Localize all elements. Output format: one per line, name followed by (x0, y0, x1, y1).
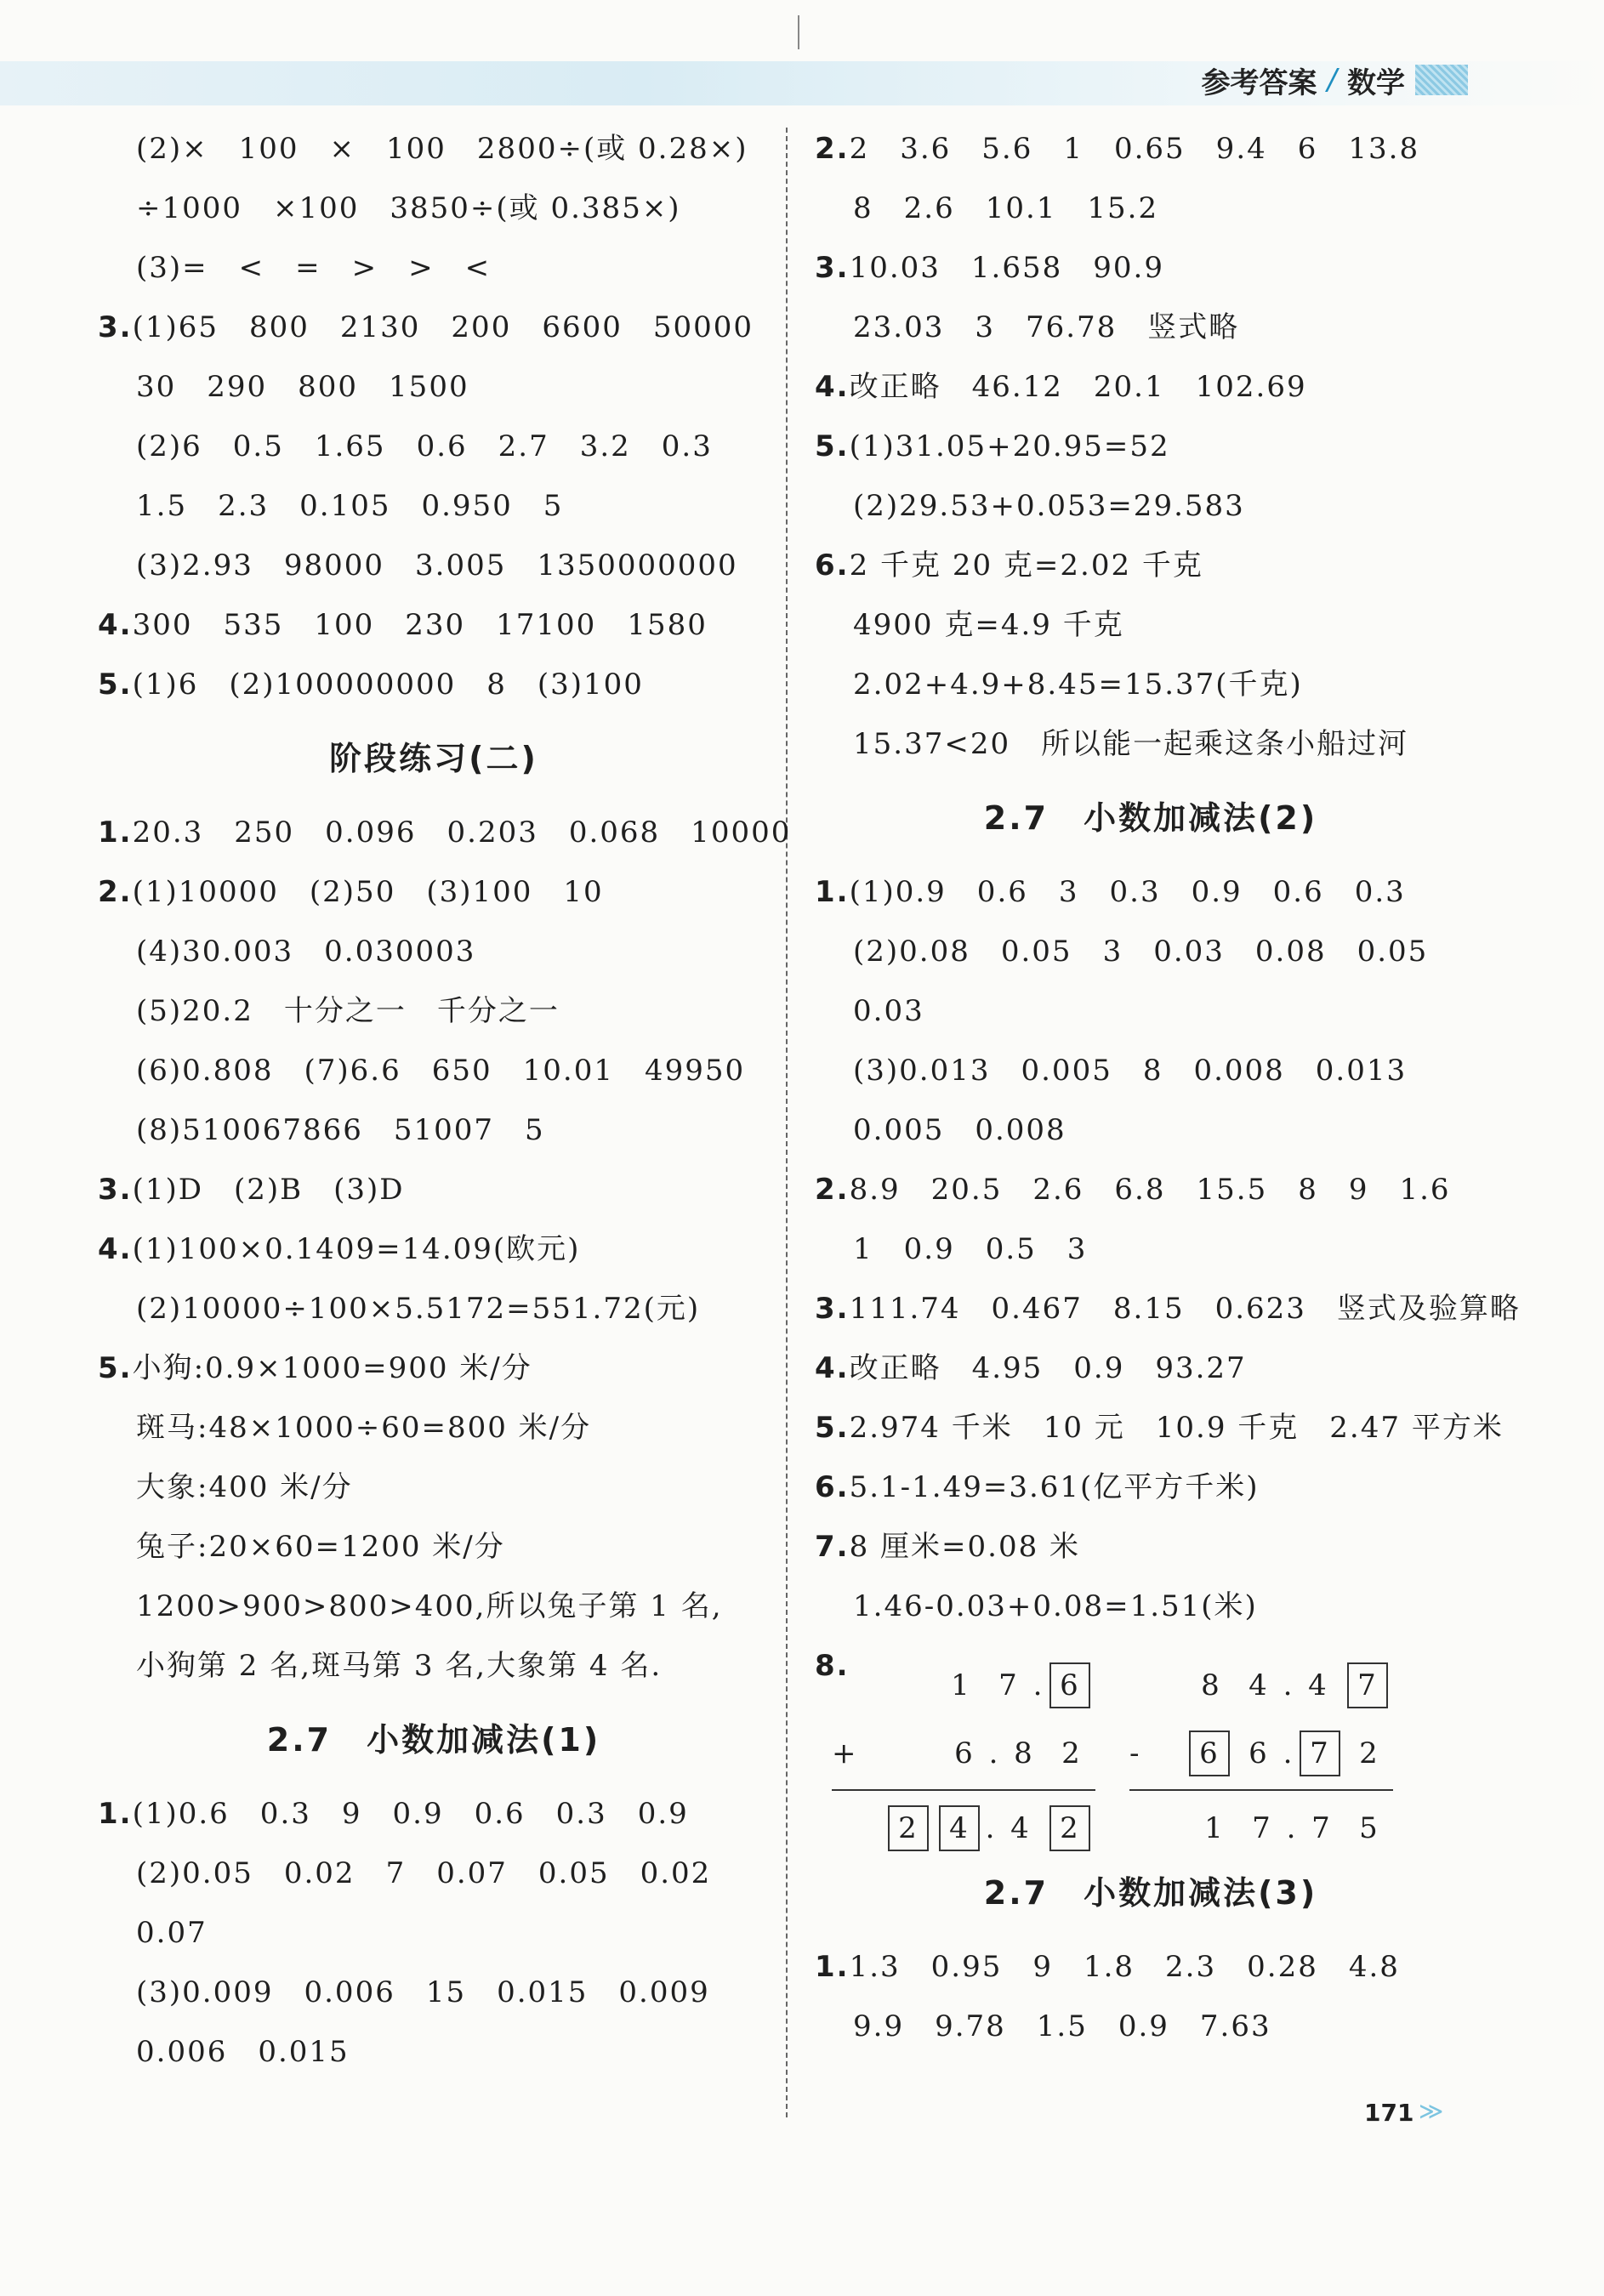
answer-line (815, 357, 1487, 417)
question-number: 3. (98, 1173, 133, 1207)
answer-line (815, 981, 1487, 1041)
answer-line (98, 1160, 770, 1219)
digit: . (1286, 1811, 1298, 1845)
answer-box-digit: 4 (939, 1805, 980, 1851)
answer-line (98, 1903, 770, 1963)
answer-box-digit: 6 (1189, 1731, 1230, 1776)
left-section-c (98, 1784, 770, 2082)
vertical-subtraction (1129, 1651, 1393, 1862)
calc-row (832, 1651, 1095, 1719)
answer-text: (5)20.2 十分之一 千分之一 (136, 994, 560, 1028)
answer-line (98, 1517, 770, 1577)
answer-text: 8.9 20.5 2.6 6.8 15.5 8 9 1.6 (849, 1173, 1451, 1207)
question-number: 4. (815, 370, 850, 404)
question-number: 3. (815, 1292, 850, 1326)
answer-text: 10.03 1.658 90.9 (849, 251, 1164, 285)
answer-line (98, 595, 770, 655)
digit: 4 (1010, 1811, 1031, 1845)
digit: 7 (1311, 1811, 1332, 1845)
answer-text: (8)510067866 51007 5 (136, 1113, 545, 1147)
digit: 4 (1249, 1668, 1269, 1702)
calc-rule-line (1129, 1789, 1393, 1791)
answer-line (98, 119, 770, 179)
answer-text: 30 290 800 1500 (136, 370, 469, 404)
column-divider (786, 128, 788, 2117)
answer-text: (1)10000 (2)50 (3)100 10 (132, 875, 604, 909)
answer-line (815, 862, 1487, 922)
answer-text: 小狗第 2 名,斑马第 3 名,大象第 4 名. (136, 1649, 663, 1683)
question-number: 4. (98, 608, 133, 642)
answer-line (815, 1398, 1504, 1458)
answer-text: 改正略 4.95 0.9 93.27 (849, 1351, 1247, 1385)
section-heading-stage-practice-2: 阶段练习(二) (329, 740, 538, 777)
answer-line (98, 1100, 770, 1160)
answer-line (98, 357, 770, 417)
answer-text: 改正略 46.12 20.1 102.69 (849, 370, 1307, 404)
answer-text: 1.3 0.95 9 1.8 2.3 0.28 4.8 (849, 1950, 1400, 1984)
right-column (815, 119, 1521, 2056)
digit: . (1283, 1668, 1294, 1702)
digit: 1 (1204, 1811, 1225, 1845)
answer-line (98, 1398, 770, 1458)
answer-text: (1)6 (2)100000000 8 (3)100 (132, 668, 644, 702)
answer-text: (1)100×0.1409=14.09(欧元) (132, 1232, 581, 1266)
digit: 7 (998, 1668, 1019, 1702)
calc-row (832, 1794, 1095, 1862)
answer-text: 2 3.6 5.6 1 0.65 9.4 6 13.8 (849, 132, 1420, 166)
answer-line (98, 1784, 770, 1844)
question-number: 4. (98, 1232, 133, 1266)
answer-line (815, 1160, 1487, 1219)
question-number: 4. (815, 1351, 850, 1385)
answer-text: 8 厘米=0.08 米 (849, 1530, 1081, 1564)
answer-line (815, 298, 1487, 357)
answer-text: 2.974 千米 10 元 10.9 千克 2.47 平方米 (849, 1411, 1504, 1445)
calc-row (1129, 1794, 1393, 1862)
answer-line (815, 476, 1487, 536)
answer-line (98, 2022, 770, 2082)
answer-box-digit: 7 (1347, 1662, 1388, 1708)
left-section-a (98, 119, 770, 714)
question-8-vertical-arithmetic (815, 1636, 1487, 1849)
digit: 4 (1308, 1668, 1328, 1702)
digit: 8 (1201, 1668, 1221, 1702)
section-heading-decimal-add-sub-2: 2.7 小数加减法(2) (983, 799, 1318, 837)
answer-line (98, 1219, 770, 1279)
answer-text: (1)0.6 0.3 9 0.9 0.6 0.3 0.9 (132, 1797, 689, 1831)
answer-line (815, 536, 1487, 595)
section-heading-decimal-add-sub-1: 2.7 小数加减法(1) (266, 1721, 601, 1759)
answer-text: (3)2.93 98000 3.005 1350000000 (136, 548, 738, 583)
question-number: 1. (98, 1797, 133, 1831)
answer-line (98, 1963, 770, 2022)
answer-text: (1)65 800 2130 200 6600 50000 (132, 310, 754, 344)
answer-line (98, 417, 770, 476)
answer-line (815, 179, 1487, 238)
answer-line (815, 417, 1487, 476)
right-section-b (815, 862, 1521, 1636)
answer-text: 小狗:0.9×1000=900 米/分 (132, 1351, 532, 1385)
answer-line (98, 922, 770, 981)
question-number: 3. (815, 251, 850, 285)
digit: 1 (951, 1668, 971, 1702)
page-header (1202, 54, 1468, 105)
question-number: 2. (815, 1173, 850, 1207)
digit: . (988, 1736, 1000, 1770)
answer-line (815, 1997, 1487, 2056)
answer-text: (3)0.009 0.006 15 0.015 0.009 (136, 1975, 710, 2009)
answer-line (815, 1279, 1521, 1338)
answer-text: 0.005 0.008 (853, 1113, 1066, 1147)
answer-text: 111.74 0.467 8.15 0.623 竖式及验算略 (849, 1292, 1521, 1326)
page-number: 171 (1364, 2099, 1414, 2127)
calc-row (1129, 1651, 1393, 1719)
answer-text: 0.006 0.015 (136, 2035, 350, 2069)
answer-text: 23.03 3 76.78 竖式略 (853, 310, 1240, 344)
calc-rule-line (832, 1789, 1095, 1791)
answer-line (98, 1458, 770, 1517)
answer-line (98, 1338, 770, 1398)
answer-text: 9.9 9.78 1.5 0.9 7.63 (853, 2009, 1271, 2043)
question-number: 2. (815, 132, 850, 166)
answer-text: 0.07 (136, 1916, 208, 1950)
left-section-b (98, 803, 792, 1696)
answer-text: (2)× 100 × 100 2800÷(或 0.28×) (136, 132, 748, 166)
answer-line (815, 1577, 1487, 1636)
section-heading-decimal-add-sub-3: 2.7 小数加减法(3) (983, 1874, 1318, 1912)
header-separator: / (1327, 63, 1337, 97)
answer-line (98, 655, 770, 714)
digit: 6 (954, 1736, 975, 1770)
question-number: 1. (98, 816, 133, 850)
answer-line (815, 119, 1487, 179)
answer-line (815, 922, 1487, 981)
answer-box-digit: 2 (888, 1805, 929, 1851)
page-arrow-icon: ≫ (1419, 2097, 1444, 2125)
question-number: 5. (815, 1411, 850, 1445)
question-number: 3. (98, 310, 133, 344)
answer-text: (2)29.53+0.053=29.583 (853, 489, 1245, 523)
answer-text: 2 千克 20 克=2.02 千克 (849, 548, 1203, 583)
answer-text: 1.5 2.3 0.105 0.950 5 (136, 489, 564, 523)
question-number: 1. (815, 1950, 850, 1984)
answer-text: 兔子:20×60=1200 米/分 (136, 1530, 505, 1564)
question-number: 6. (815, 1470, 850, 1504)
question-number: 6. (815, 548, 850, 583)
header-title: 参考答案 (1201, 65, 1317, 100)
answer-text: 2.02+4.9+8.45=15.37(千克) (853, 668, 1303, 702)
answer-text: (1)D (2)B (3)D (132, 1173, 405, 1207)
answer-box-digit: 7 (1300, 1731, 1340, 1776)
header-decoration (1415, 65, 1468, 95)
answer-text: (1)0.9 0.6 3 0.3 0.9 0.6 0.3 (849, 875, 1406, 909)
digit: 8 (1014, 1736, 1034, 1770)
answer-text: 5.1-1.49=3.61(亿平方千米) (849, 1470, 1260, 1504)
digit: . (1283, 1736, 1294, 1770)
answer-text: (2)0.08 0.05 3 0.03 0.08 0.05 (853, 935, 1429, 969)
answer-text: 斑马:48×1000÷60=800 米/分 (136, 1411, 592, 1445)
answer-line (815, 238, 1487, 298)
answer-text: 15.37<20 所以能一起乘这条小船过河 (853, 727, 1409, 761)
answer-text: 20.3 250 0.096 0.203 0.068 10000 (132, 816, 792, 850)
answer-line (815, 714, 1487, 774)
answer-line (98, 1636, 770, 1696)
digit: . (985, 1811, 997, 1845)
answer-line (815, 1041, 1487, 1100)
answer-line (98, 981, 770, 1041)
question-number: 5. (815, 429, 850, 463)
answer-text: 1 0.9 0.5 3 (853, 1232, 1088, 1266)
right-section-a (815, 119, 1487, 774)
answer-line (98, 1279, 770, 1338)
answer-text: 4900 克=4.9 千克 (853, 608, 1124, 642)
right-section-c (815, 1937, 1487, 2056)
question-number: 2. (98, 875, 133, 909)
answer-line (815, 1338, 1487, 1398)
answer-text: 300 535 100 230 17100 1580 (132, 608, 708, 642)
answer-line (815, 655, 1487, 714)
left-column (98, 119, 792, 2082)
answer-line (98, 862, 770, 922)
calc-row (1129, 1719, 1393, 1787)
answer-line (815, 1458, 1487, 1517)
top-tick-mark (798, 15, 799, 49)
answer-text: 1.46-0.03+0.08=1.51(米) (853, 1589, 1258, 1623)
digit: . (1032, 1668, 1044, 1702)
calc-row (832, 1719, 1095, 1787)
answer-text: 大象:400 米/分 (136, 1470, 353, 1504)
answer-line (815, 1517, 1487, 1577)
answer-line (815, 1100, 1487, 1160)
answer-line (98, 1041, 770, 1100)
answer-line (98, 803, 792, 862)
answer-text: (6)0.808 (7)6.6 650 10.01 49950 (136, 1054, 746, 1088)
answer-line (815, 1219, 1487, 1279)
operator-sign: + (832, 1736, 858, 1770)
question-number: 5. (98, 1351, 133, 1385)
digit: 2 (1061, 1736, 1082, 1770)
question-8-label: 8. (815, 1649, 850, 1683)
question-number: 1. (815, 875, 850, 909)
answer-text: 1200>900>800>400,所以兔子第 1 名, (136, 1589, 723, 1623)
answer-text: (3)= < = > > < (136, 251, 492, 285)
digit: 7 (1252, 1811, 1272, 1845)
answer-box-digit: 6 (1049, 1662, 1090, 1708)
answer-line (98, 1844, 770, 1903)
digit: 2 (1359, 1736, 1379, 1770)
answer-text: 8 2.6 10.1 15.2 (853, 191, 1159, 225)
answer-text: (4)30.003 0.030003 (136, 935, 476, 969)
question-number: 5. (98, 668, 133, 702)
answer-text: ÷1000 ×100 3850÷(或 0.385×) (136, 191, 681, 225)
answer-box-digit: 2 (1049, 1805, 1090, 1851)
answer-text: (3)0.013 0.005 8 0.008 0.013 (853, 1054, 1408, 1088)
answer-line (98, 1577, 770, 1636)
answer-text: (2)6 0.5 1.65 0.6 2.7 3.2 0.3 (136, 429, 713, 463)
header-subject: 数学 (1347, 65, 1405, 100)
question-number: 7. (815, 1530, 850, 1564)
answer-line (98, 536, 770, 595)
answer-text: (1)31.05+20.95=52 (849, 429, 1170, 463)
answer-line (815, 1937, 1487, 1997)
answer-text: 0.03 (853, 994, 924, 1028)
digit: 6 (1249, 1736, 1269, 1770)
answer-line (815, 595, 1487, 655)
answer-line (98, 238, 770, 298)
vertical-addition (832, 1651, 1095, 1862)
answer-text: (2)10000÷100×5.5172=551.72(元) (136, 1292, 701, 1326)
answer-line (98, 179, 770, 238)
digit: 5 (1359, 1811, 1379, 1845)
answer-text: (2)0.05 0.02 7 0.07 0.05 0.02 (136, 1856, 712, 1890)
operator-sign: - (1129, 1736, 1141, 1770)
answer-line (98, 476, 770, 536)
answer-line (98, 298, 770, 357)
